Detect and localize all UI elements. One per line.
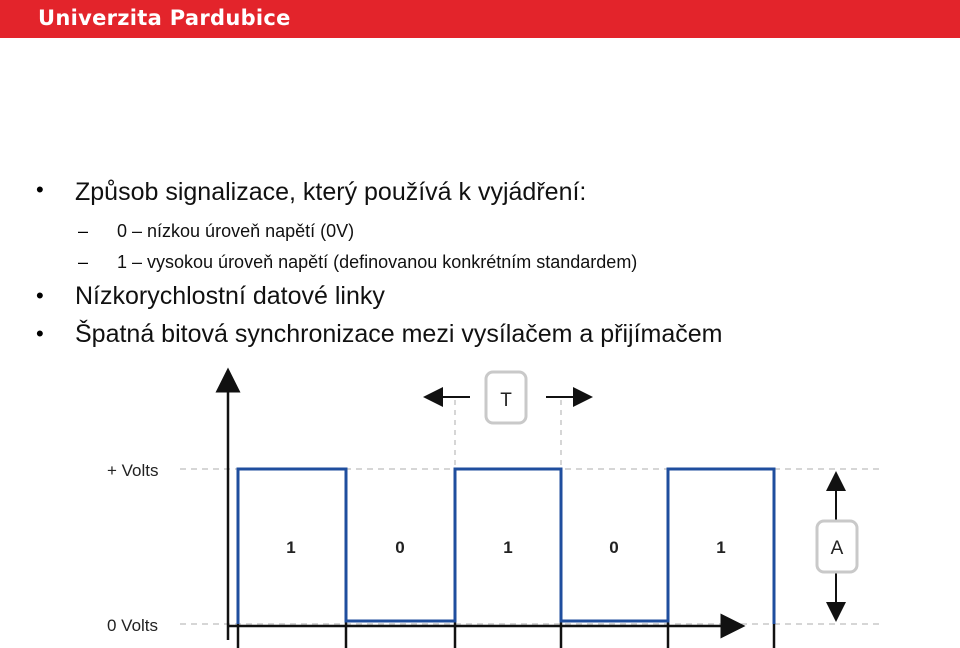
- bullet-dot: •: [36, 283, 44, 308]
- amplitude-label: A: [830, 538, 844, 559]
- sub-bullet-zero: 0 – nízkou úroveň napětí (0V): [117, 221, 355, 241]
- amplitude-indicator: [817, 481, 857, 612]
- time-ticks: [238, 612, 774, 648]
- bit-label: 1: [503, 538, 513, 557]
- university-logo-text: Univerzita Pardubice: [38, 6, 291, 30]
- bit-label: 0: [395, 538, 405, 557]
- sub-bullet-dash: –: [78, 221, 89, 241]
- sub-bullet-dash: –: [78, 252, 89, 272]
- bit-label: 1: [716, 538, 726, 557]
- bit-label: 0: [609, 538, 619, 557]
- bit-label: 1: [286, 538, 296, 557]
- high-level-label: + Volts: [107, 461, 159, 480]
- low-level-label: 0 Volts: [107, 616, 159, 635]
- period-indicator: [433, 372, 583, 423]
- sub-bullet-one: 1 – vysokou úroveň napětí (definovanou konkrétním standardem): [117, 252, 638, 272]
- bullet-dot: •: [36, 177, 44, 202]
- bullet-dot: •: [36, 321, 44, 346]
- period-label: T: [500, 390, 512, 411]
- bullet-low-speed: Nízkorychlostní datové linky: [75, 282, 385, 310]
- bullet-bad-sync: Špatná bitová synchronizace mezi vysílačem a přijímačem: [75, 320, 723, 348]
- bullet-signaling-method: Způsob signalizace, který používá k vyjádření:: [75, 178, 587, 206]
